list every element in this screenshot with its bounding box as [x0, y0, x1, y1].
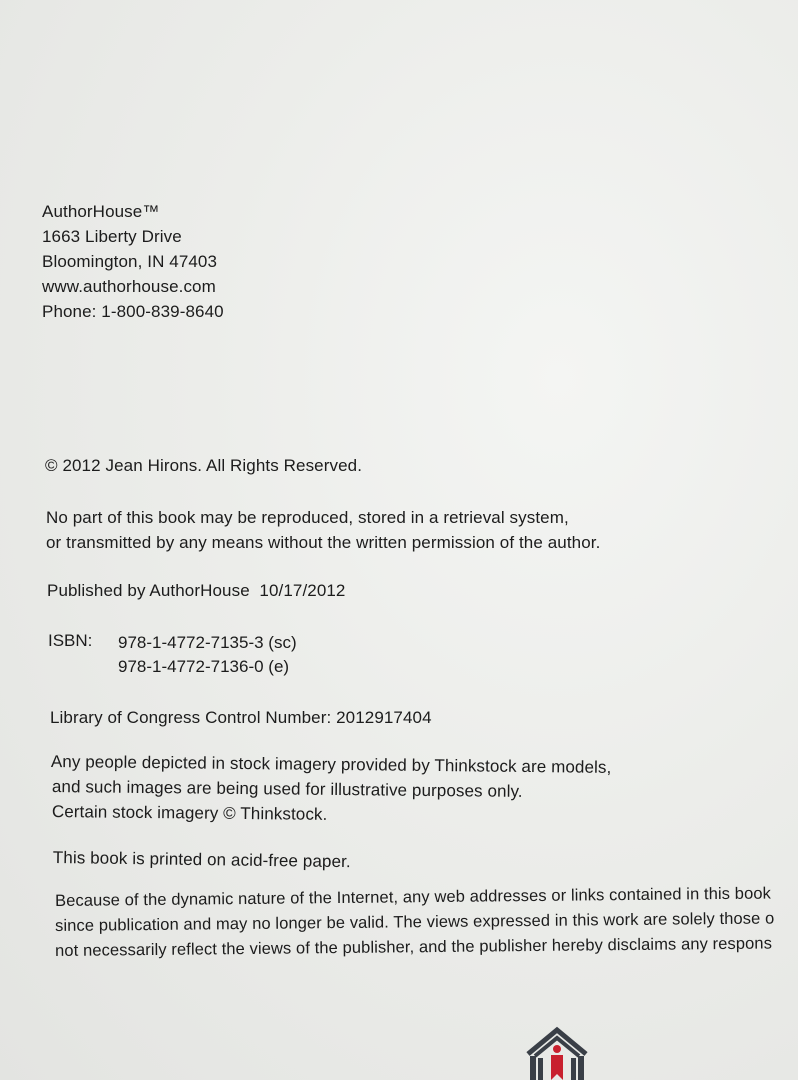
copyright-line: © 2012 Jean Hirons. All Rights Reserved. — [45, 456, 363, 475]
publisher-street: 1663 Liberty Drive — [42, 227, 182, 246]
publisher-website: www.authorhouse.com — [42, 277, 216, 296]
isbn-value: 978-1-4772-7135-3 (sc) — [118, 633, 297, 652]
publisher-phone: Phone: 1-800-839-8640 — [42, 302, 224, 321]
publisher-city: Bloomington, IN 47403 — [42, 252, 218, 271]
paper-notice: This book is printed on acid-free paper. — [52, 848, 351, 872]
rights-notice-line: or transmitted by any means without the written permission of the author. — [46, 533, 601, 552]
isbn-label: ISBN: — [48, 631, 93, 650]
internet-disclaimer-line: since publication and may no longer be valid. The views expressed in this work are solely those o — [55, 909, 775, 935]
publisher-name: AuthorHouse™ — [42, 202, 160, 221]
stock-imagery-line: and such images are being used for illustrative purposes only. — [51, 777, 523, 801]
rights-notice-line: No part of this book may be reproduced, stored in a retrieval system, — [46, 508, 569, 527]
published-by-line: Published by AuthorHouse 10/17/2012 — [47, 581, 346, 600]
stock-imagery-line: Certain stock imagery © Thinkstock. — [51, 802, 328, 824]
lccn-line: Library of Congress Control Number: 2012917404 — [50, 708, 432, 727]
internet-disclaimer-line: not necessarily reflect the views of the publisher, and the publisher hereby disclaims any respons — [55, 934, 773, 960]
isbn-value: 978-1-4772-7136-0 (e) — [118, 657, 290, 676]
stock-imagery-line: Any people depicted in stock imagery provided by Thinkstock are models, — [50, 752, 612, 777]
authorhouse-logo-icon — [524, 1024, 590, 1080]
internet-disclaimer-line: Because of the dynamic nature of the Internet, any web addresses or links contained in this book — [55, 884, 772, 910]
